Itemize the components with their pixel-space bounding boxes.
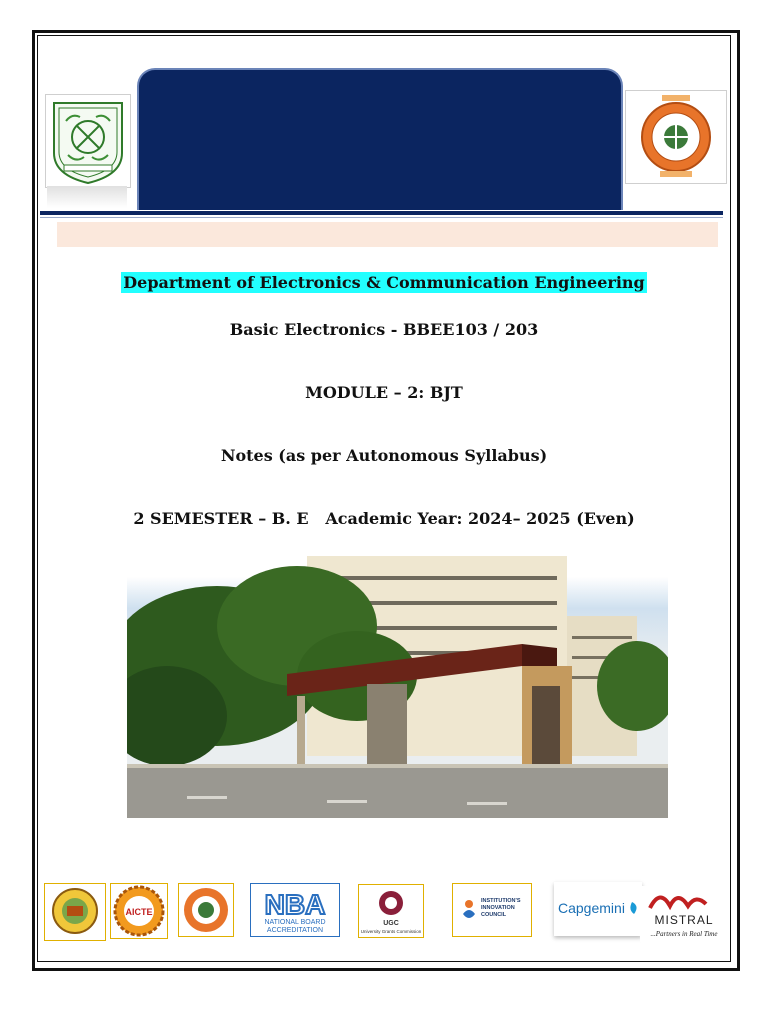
capgemini-icon (554, 882, 642, 936)
nba-name-1: NATIONAL BOARD (264, 919, 326, 926)
notes-title: Notes (as per Autonomous Syllabus) (220, 446, 548, 465)
iic-line-1: INSTITUTION'S (481, 898, 521, 904)
course-title: Basic Electronics - BBEE103 / 203 (229, 320, 539, 339)
state-emblem-icon (44, 883, 106, 941)
department-title (0, 273, 768, 292)
mistral-tagline: ...Partners in Real Time (650, 930, 718, 938)
semester-title: 2 SEMESTER – B. E Academic Year: 2024– 2025 (Even) (133, 509, 635, 528)
ugc-abbr: UGC (383, 920, 399, 927)
header-strip (57, 222, 718, 247)
mistral-icon (640, 886, 728, 942)
ugc-name: University Grants Commission (360, 929, 422, 934)
campus-photo (127, 556, 668, 818)
nba-abbr: NBA (264, 889, 326, 920)
emblem-reflection (47, 186, 127, 208)
capgemini-label: Capgemini (558, 900, 625, 916)
university-seal-icon (625, 90, 727, 184)
header-rule-thin (40, 217, 723, 218)
vtu-icon (178, 883, 234, 937)
iic-line-3: COUNCIL (481, 912, 507, 918)
aicte-icon (110, 883, 168, 939)
title-banner (137, 68, 623, 210)
nba-icon (250, 883, 340, 937)
iic-icon (452, 883, 532, 937)
institute-emblem-icon (45, 94, 131, 188)
department-text: Department of Electronics & Communication Engineering (123, 273, 645, 292)
aicte-label: AICTE (125, 907, 153, 917)
module-title: MODULE – 2: BJT (305, 383, 463, 402)
nba-name-2: ACCREDITATION (266, 927, 324, 934)
mistral-label: MISTRAL (654, 913, 714, 927)
ugc-icon (358, 884, 424, 938)
header-rule (40, 211, 723, 215)
iic-line-2: INNOVATION (481, 905, 515, 911)
